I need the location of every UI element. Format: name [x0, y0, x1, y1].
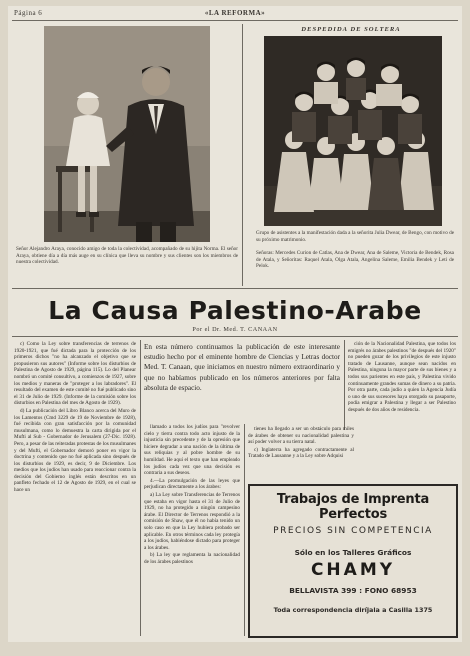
page-number: Página 6: [14, 9, 43, 17]
col2b-paragraph: tienes ha llegado a ser un obstáculo para miles de árabes de obtener su nacionalidad palestina y así poder volver a su tierra natal.: [248, 426, 354, 446]
publication-name: «LA REFORMA»: [204, 9, 266, 17]
column-divider-1: [140, 340, 141, 636]
col2-paragraph: 4.—La promulgación de las leyes que perjudican directamente a los árabes:: [144, 477, 240, 491]
photo-man-with-child-image: [44, 26, 210, 242]
article-intro: En esta número continuamos la publicación de este interesante estudio hecho por el eminente hombre de Ciencias y Letras doctor Med. T. Canaan, que iniciamos en nuestro número extraordinario y que no habíamos publicado en los números anteriores por falta absoluta de espacio.: [144, 343, 340, 392]
photo-divider: [242, 24, 243, 286]
column-divider-2: [244, 424, 245, 636]
col2-paragraph: a) La Ley sobre Transferencias de Terrenos que estaba en vigor hasta el 31 de Julio de 1929, no ha protegido a ningún campesino árabe. El Director de Terrenos respondió a la comisión de Shaw, que él no había tenido un solo caso en que la Ley hubiera probado ser aplicable. En otros términos cada ley protegía a los judíos, habiéndose dictado para proteger a los árabes.: [144, 491, 240, 551]
photo-man-with-child: [44, 26, 210, 242]
article-column-2: [144, 424, 240, 566]
ad-mail-note: Toda correspondencia diríjala a Casilla 1375: [273, 606, 433, 614]
ad-tagline: PRECIOS SIN COMPETENCIA: [273, 526, 433, 536]
photo-left-caption: Señor Alejandro Araya, conocido amigo de toda la colectividad, acompañado de su hijita Norma. El señor Araya, obtiene día a día más auge en su clínica que lleva su nombre y sus clientes son los miembros de nuestra colectividad.: [16, 246, 238, 266]
ad-only-in: Sólo en los Talleres Gráficos: [294, 548, 412, 557]
col2b-paragraph: c) Inglaterra ha agregado contractamente al Tratado de Lausanne y a la Ley sobre Adquisi: [248, 446, 354, 460]
photo-section-rule: [12, 288, 458, 289]
header-rule: [12, 20, 458, 21]
article-column-3: [348, 341, 456, 415]
col2-paragraph: b) La ley que reglamenta la nacionalidad de los árabes palestinos: [144, 552, 240, 565]
ad-headline: Trabajos de Imprenta Perfectos: [276, 492, 430, 522]
newspaper-page: [8, 6, 462, 642]
column-divider-intro: [344, 340, 345, 430]
printing-advertisement: [248, 484, 458, 638]
article-byline: Por el Dr. Med. T. CANAAN: [192, 326, 278, 333]
title-rule: [12, 336, 458, 337]
article-column-1: [14, 341, 136, 495]
photo-group-women-image: [264, 36, 442, 226]
col1-paragraph: d) La publicación del Libro Blanco acerca del Muro de los Lamentos (Cmd 3229 de 19 de Noviembre de 1928), fué recibida con gran satisfacción por la comunidad musulmana, como lo demuestra la carta dirigida por el Mufti al Sub - Gobernador de Jerusalem (27-Dic. 1928). Pero, a pesar de las reiteradas protestas de los musulmanes y del Mufti, el Gobernador demoró poner en vigor la doctrina y contenido que no fué aplicada sino después de los disturbios de 1929, es decir, 9 de Diciembre. Los medios que los judíos han usado para reaccionar contra la decisión del Gobierno inglés están descritos en un panfleto fechado el 12 de Agosto de 1929, en el cual se hace un: [14, 407, 136, 494]
ad-brand: CHAMY: [310, 560, 396, 580]
photo-group-women: [264, 36, 442, 226]
article-title: La Causa Palestino-Arabe: [48, 296, 422, 325]
photo-right-caption-top: Grupo de asistentes a la manifestación dada a la señorita Julia Dwear, de Bengo, con motivo de su próximo matrimonio.: [256, 230, 454, 243]
photo-right-heading: DESPEDIDA DE SOLTERA: [301, 26, 401, 33]
col1-paragraph: c) Como la Ley sobre transferencias de terrenos de 1920-1921, que fué dictada para la protección de los primeros dichos "no ha alcanzado el objetivo que se propusieron sus autores" (Informe sobre los disturbios de Palestina de Agosto de 1929, página 115). Lo del Planear nombró un comité consultivo, a comienzos de 1927, sobre los medios y maneras de "proteger a los labradores". El resultado del examen de este comité no fué publicado sino el 31 de Julio de 1929. (Informe de la comisión sobre los disturbios en Palestina del mes de Agosto de 1929).: [14, 341, 136, 407]
col3-paragraph: ción de la Nacionalidad Palestina, que todos los emigrés no árabes palestinos "de después del 1920" no pueden gozar de los privilegios de este injusto tratado de Lausanne, aunque sean nacidos en Palestina, ninguna la mayor parte de sus bienes y a todos sus parientes en este país, y Palestina vivido continuamente grandes sumas de dinero a su patria. Por otra parte, cada judío a quien la Agencia Judía o uno de sus sucesores haya otorgado su pasaporte, podía emigrar a Palestina y llegar a ser Palestino después de dos años de residencia.: [348, 341, 456, 413]
ad-address: BELLAVISTA 399 : FONO 68953: [289, 586, 417, 595]
photo-right-caption-bottom: Señoras: Mercedes Curion de Catlas, Ana de Dwear, Ana de Saleme, Victoria de Bendek, Rosa de Atala, y Señoritas: Raquel Atala, Olga Atala, Angelina Saleme, Emilia Bendek y Leti de Pelok.: [256, 250, 454, 270]
article-column-2b: [248, 426, 354, 461]
col2-paragraph: llamado a todos los judíos para "revolver cielo y tierra contra todo acto injusto de la injusticia sin precedente y de la opresión que hiciere degradar a una nación de la última de sus reliquias y al pobre hombre de su humildad. He aquí el texto que han empleado los judíos cada vez que una decisión es contraria a sus deseos.: [144, 424, 240, 477]
